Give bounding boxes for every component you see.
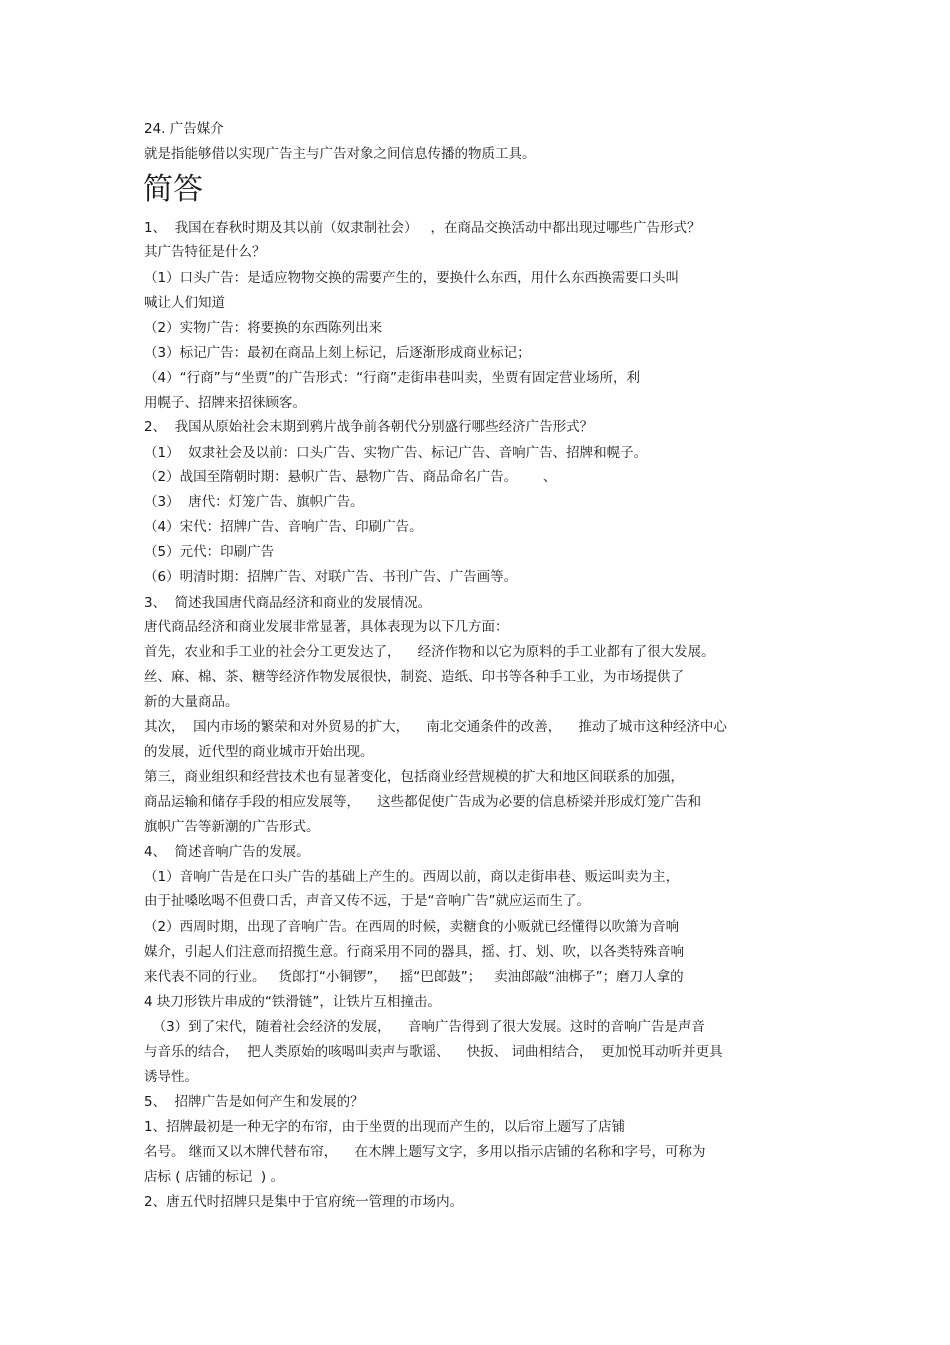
section-heading: 简答 (143, 172, 203, 207)
answer-line: 其次， 国内市场的繁荣和对外贸易的扩大， 南北交通条件的改善， 推动了城市这种经济中心 (144, 719, 727, 735)
answer-line: 首先，农业和手工业的社会分工更发达了， 经济作物和以它为原料的手工业都有了很大发展。 (144, 644, 715, 660)
answer-line: （2）战国至隋朝时期：悬帜广告、悬物广告、商品命名广告。 、 (144, 469, 557, 485)
answer-line: 丝、麻、棉、茶、糖等经济作物发展很快，制瓷、造纸、印书等各种手工业，为市场提供了 (144, 669, 684, 685)
answer-line: 商品运输和储存手段的相应发展等， 这些都促使广告成为必要的信息桥梁并形成灯笼广告和 (144, 794, 702, 810)
answer-line: （3） 唐代：灯笼广告、旗帜广告。 (144, 494, 364, 510)
answer-line: （2）西周时期，出现了音响广告。在西周的时候，卖糖食的小贩就已经懂得以吹箫为音响 (144, 919, 680, 935)
answer-line: （1）口头广告：是适应物物交换的需要产生的，要换什么东西，用什么东西换需要口头叫 (144, 270, 680, 286)
answer-line: 名号。 继而又以木牌代替布帘， 在木牌上题写文字，多用以指示店铺的名称和字号，可称为 (144, 1144, 706, 1160)
question-4: 4、 简述音响广告的发展。 (144, 844, 310, 860)
answer-line: 1、招牌最初是一种无字的布帘，由于坐贾的出现而产生的，以后帘上题写了店铺 (144, 1119, 626, 1135)
answer-line: 店标 ( 店铺的标记 ) 。 (144, 1169, 284, 1185)
answer-line: 用幌子、招牌来招徕顾客。 (144, 395, 306, 411)
answer-line: 的发展，近代型的商业城市开始出现。 (144, 744, 374, 760)
answer-line: 来代表不同的行业。 货郎打“小铜锣”， 摇“巴郎鼓”； 卖油郎敲“油梆子”；磨刀人拿的 (144, 969, 684, 985)
answer-line: 诱导性。 (144, 1069, 198, 1085)
answer-line: （4）宋代：招牌广告、音响广告、印刷广告。 (144, 519, 423, 535)
answer-line: 新的大量商品。 (144, 694, 239, 710)
question-1-cont: 其广告特征是什么？ (144, 244, 266, 260)
answer-line: （3）到了宋代，随着社会经济的发展， 音响广告得到了很大发展。这时的音响广告是声音 (144, 1019, 705, 1035)
answer-line: 旗帜广告等新潮的广告形式。 (144, 819, 320, 835)
term-24-definition: 就是指能够借以实现广告主与广告对象之间信息传播的物质工具。 (144, 146, 536, 162)
term-24-title: 24. 广告媒介 (144, 121, 224, 137)
answer-line: （1） 奴隶社会及以前：口头广告、实物广告、标记广告、音响广告、招牌和幌子。 (144, 445, 648, 461)
answer-line: 唐代商品经济和商业发展非常显著，具体表现为以下几方面： (144, 619, 509, 635)
question-5: 5、 招牌广告是如何产生和发展的？ (144, 1094, 364, 1110)
answer-line: （5）元代：印刷广告 (144, 544, 275, 560)
answer-line: 第三，商业组织和经营技术也有显著变化，包括商业经营规模的扩大和地区间联系的加强， (144, 769, 684, 785)
answer-line: （1）音响广告是在口头广告的基础上产生的。西周以前，商以走街串巷、贩运叫卖为主， (144, 869, 680, 885)
answer-line: 喊让人们知道 (144, 295, 225, 311)
answer-line: 与音乐的结合， 把人类原始的咳喝叫卖声与歌谣、 快扳、 词曲相结合， 更加悦耳动听并更具 (144, 1044, 723, 1060)
answer-line: （6）明清时期：招牌广告、对联广告、书刊广告、广告画等。 (144, 569, 518, 585)
answer-line: （3）标记广告：最初在商品上刻上标记，后逐渐形成商业标记； (144, 345, 531, 361)
answer-line: （4）“行商”与“坐贾”的广告形式：“行商”走街串巷叫卖，坐贾有固定营业场所，利 (144, 370, 641, 386)
answer-line: 2、唐五代时招牌只是集中于官府统一管理的市场内。 (144, 1194, 464, 1210)
answer-line: 4 块刀形铁片串成的“铁滑链”，让铁片互相撞击。 (144, 994, 441, 1010)
question-2: 2、 我国从原始社会末期到鸦片战争前各朝代分别盛行哪些经济广告形式？ (144, 419, 594, 435)
question-3: 3、 简述我国唐代商品经济和商业的发展情况。 (144, 595, 432, 611)
answer-line: （2）实物广告：将要换的东西陈列出来 (144, 320, 383, 336)
answer-line: 由于扯嗓吆喝不但费口舌，声音又传不远，于是“音响广告”就应运而生了。 (144, 893, 590, 909)
answer-line: 媒介，引起人们注意而招揽生意。行商采用不同的器具，摇、打、划、吹，以各类特殊音响 (144, 944, 684, 960)
question-1: 1、 我国在春秋时期及其以前（奴隶制社会） ，在商品交换活动中都出现过哪些广告形式？ (144, 220, 701, 236)
